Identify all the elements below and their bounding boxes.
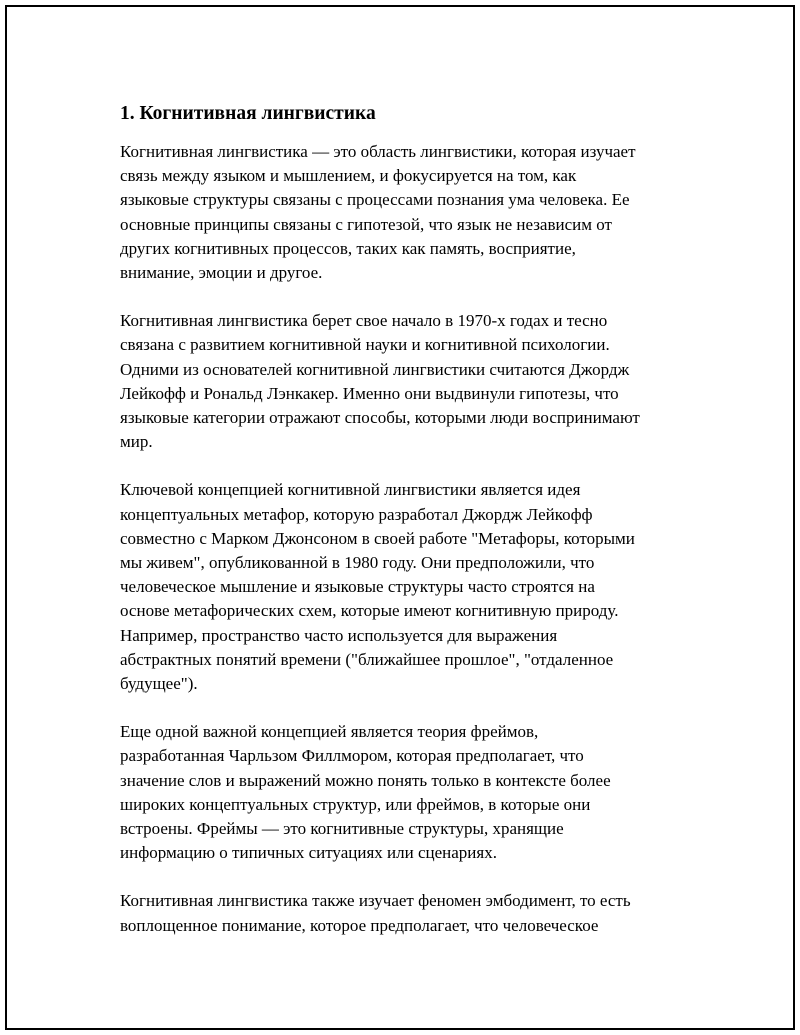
paragraph-5: Когнитивная лингвистика также изучает феномен эмбодимент, то есть воплощенное понимание, которое предполагает, что человеческое	[120, 891, 631, 935]
paragraph-3: Ключевой концепцией когнитивной лингвистики является идея концептуальных метафор, которую разработал Джордж Лейкофф совместно с Марком Джонсоном в своей работе "Метафоры, которыми мы живем", опубликованной в 1980 году. Они предположили, что человеческое мышление и языковые структуры часто строятся на основе метафорических схем, которые имеют когнитивную природу. Например, пространство часто используется для выражения абстрактных понятий времени ("ближайшее прошлое", "отдаленное будущее").	[120, 480, 635, 694]
paragraph-2: Когнитивная лингвистика берет свое начало в 1970-х годах и тесно связана с развитием когнитивной науки и когнитивной психологии. Одними из основателей когнитивной лингвистики считаются Джордж Лейкофф и Рональд Лэнкакер. Именно они выдвинули гипотезы, что языковые категории отражают способы, которыми люди воспринимают мир.	[120, 311, 640, 452]
page-frame	[5, 5, 795, 1030]
paragraph-1: Когнитивная лингвистика — это область лингвистики, которая изучает связь между языком и мышлением, и фокусируется на том, как языковые структуры связаны с процессами познания ума человека. Ее основные принципы связаны с гипотезой, что язык не независим от других когнитивных процессов, таких как память, восприятие, внимание, эмоции и другое.	[120, 142, 636, 283]
section-heading: 1. Когнитивная лингвистика	[120, 103, 376, 124]
paragraph-4: Еще одной важной концепцией является теория фреймов, разработанная Чарльзом Филлмором, которая предполагает, что значение слов и выражений можно понять только в контексте более широких концептуальных структур, или фреймов, в которые они встроены. Фреймы — это когнитивные структуры, хранящие информацию о типичных ситуациях или сценариях.	[120, 722, 611, 863]
document-body	[120, 102, 710, 962]
